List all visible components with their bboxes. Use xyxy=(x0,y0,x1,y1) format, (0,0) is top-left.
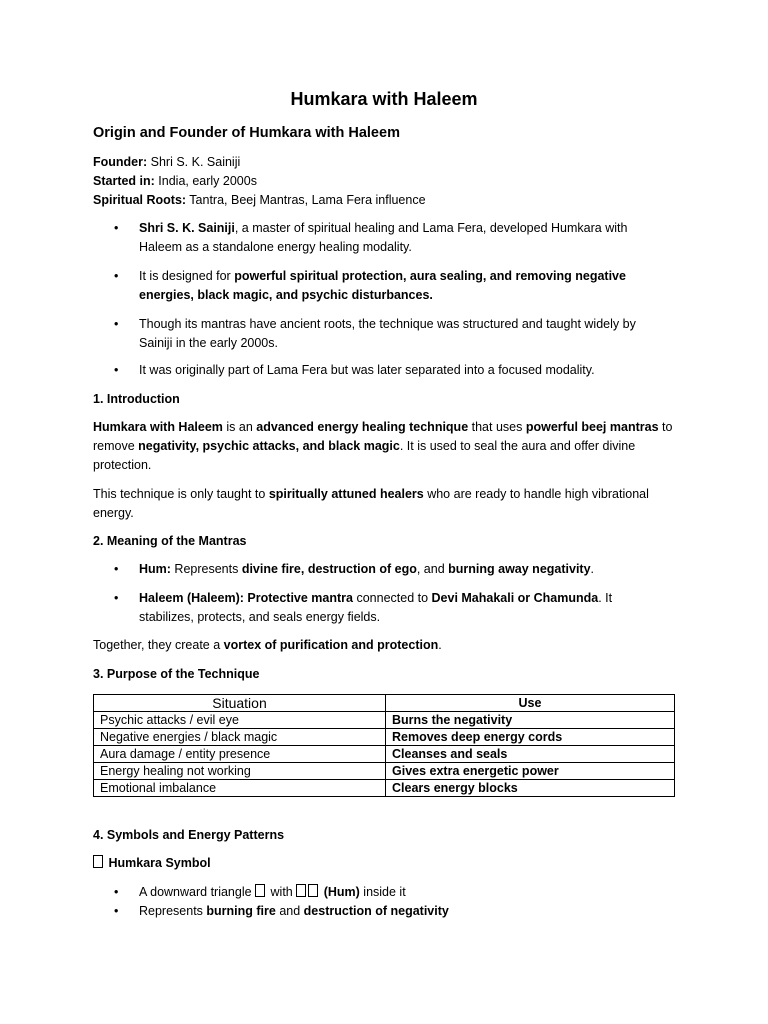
hum-glyph-icon xyxy=(308,884,318,897)
list-item: • It is designed for powerful spiritual protection, aura sealing, and removing negative energies, black magic, and psychic disturbances. xyxy=(114,269,626,302)
bullet-icon: • xyxy=(114,221,119,235)
meaning-heading: 2. Meaning of the Mantras xyxy=(93,534,247,548)
use-cell: Burns the negativity xyxy=(386,712,675,729)
triangle-glyph-icon xyxy=(255,884,265,897)
intro-paragraph-1: Humkara with Haleem is an advanced energy healing technique that uses powerful beej mantras to remove negativity, psychic attacks, and black magic. It is used to seal the aura and offer divine protection. xyxy=(93,420,673,472)
situation-cell: Emotional imbalance xyxy=(94,780,386,797)
founder-line: Founder: Shri S. K. Sainiji xyxy=(93,155,241,169)
list-item: • It was originally part of Lama Fera but was later separated into a focused modality. xyxy=(114,361,648,380)
list-item: • Haleem (Haleem): Protective mantra connected to Devi Mahakali or Chamunda. It stabilizes, protects, and seals energy fields. xyxy=(114,591,613,624)
use-cell: Clears energy blocks xyxy=(386,780,675,797)
document-title: Humkara with Haleem xyxy=(290,89,478,109)
column-header-use: Use xyxy=(386,695,675,712)
table-row xyxy=(94,780,675,797)
situation-cell: Negative energies / black magic xyxy=(94,729,386,746)
roots-line: Spiritual Roots: Tantra, Beej Mantras, Lama Fera influence xyxy=(93,193,426,207)
intro-paragraph-2: This technique is only taught to spiritually attuned healers who are ready to handle high vibrational energy. xyxy=(93,487,649,520)
hum-glyph-icon xyxy=(296,884,306,897)
purpose-table xyxy=(93,694,675,797)
table-header-row xyxy=(94,695,675,712)
missing-glyph-icon xyxy=(93,855,103,868)
bullet-icon: • xyxy=(114,562,119,576)
situation-cell: Psychic attacks / evil eye xyxy=(94,712,386,729)
list-item: • Represents burning fire and destruction of negativity xyxy=(114,902,648,921)
table-row xyxy=(94,763,675,780)
purpose-heading: 3. Purpose of the Technique xyxy=(93,667,260,681)
column-header-situation: Situation xyxy=(94,695,386,712)
use-cell: Gives extra energetic power xyxy=(386,763,675,780)
table-row xyxy=(94,712,675,729)
situation-cell: Energy healing not working xyxy=(94,763,386,780)
table-row xyxy=(94,729,675,746)
list-item: • Shri S. K. Sainiji, a master of spiritual healing and Lama Fera, developed Humkara with Haleem as a standalone energy healing modality. xyxy=(114,221,628,254)
bullet-icon: • xyxy=(114,269,119,283)
origin-heading: Origin and Founder of Humkara with Haleem xyxy=(93,125,400,141)
situation-cell: Aura damage / entity presence xyxy=(94,746,386,763)
bullet-icon: • xyxy=(114,363,119,377)
list-item: • A downward triangle with (Hum) inside it xyxy=(114,883,648,902)
symbols-heading: 4. Symbols and Energy Patterns xyxy=(93,828,285,842)
started-line: Started in: India, early 2000s xyxy=(93,174,257,188)
bullet-icon: • xyxy=(114,591,119,605)
humkara-symbol-heading: Humkara Symbol xyxy=(93,854,211,873)
table-row xyxy=(94,746,675,763)
list-item: • Hum: Represents divine fire, destruction of ego, and burning away negativity. xyxy=(114,560,648,579)
bullet-icon: • xyxy=(114,317,119,331)
list-item: • Though its mantras have ancient roots, the technique was structured and taught widely by Sainiji in the early 2000s. xyxy=(114,317,636,350)
use-cell: Cleanses and seals xyxy=(386,746,675,763)
use-cell: Removes deep energy cords xyxy=(386,729,675,746)
bullet-icon: • xyxy=(114,904,119,918)
intro-heading: 1. Introduction xyxy=(93,392,180,406)
together-paragraph: Together, they create a vortex of purification and protection. xyxy=(93,638,442,652)
bullet-icon: • xyxy=(114,885,119,899)
